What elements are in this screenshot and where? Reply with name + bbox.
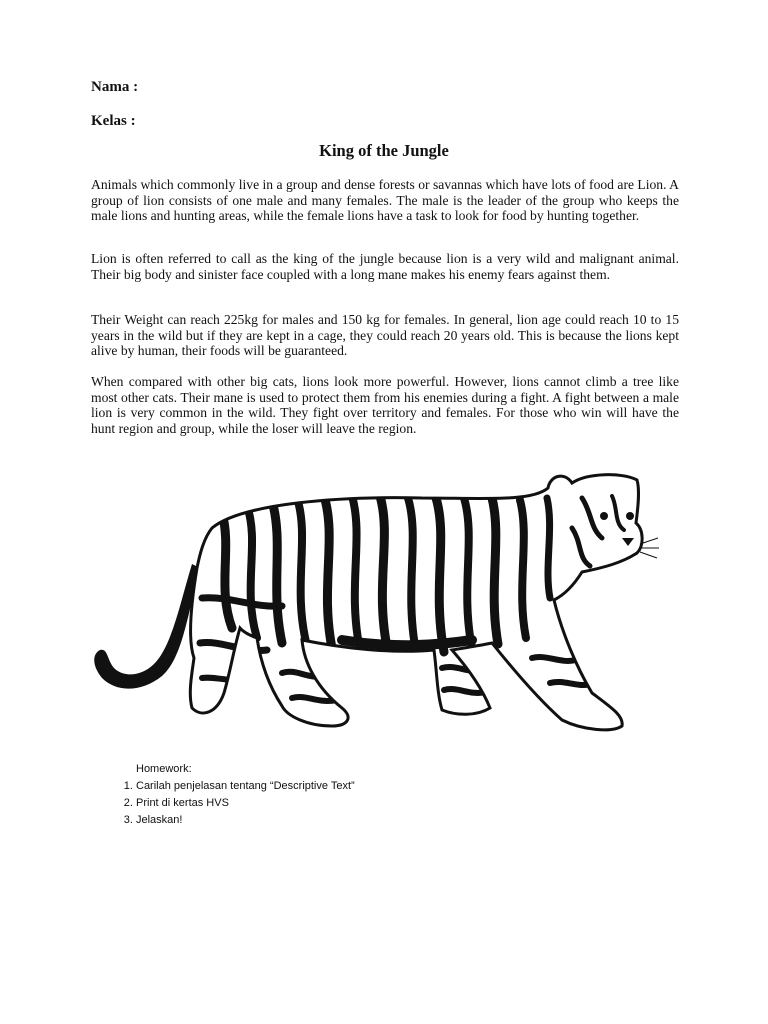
class-field-label: Kelas : xyxy=(91,113,136,129)
homework-section xyxy=(112,761,355,829)
paragraph-1: Animals which commonly live in a group and dense forests or savannas which have lots of food are Lion. A group of lion consists of one male and many females. The male is the leader of the group who keeps the male lions and hunting areas, while the female lions have a task to look for food by hunting together. xyxy=(91,177,679,223)
name-field-label: Nama : xyxy=(91,79,139,95)
paragraph-4: When compared with other big cats, lions look more powerful. However, lions cannot climb a tree like most other cats. Their mane is used to protect them from his enemies during a fight. A fight between a male lion is very common in the wild. They fight over territory and females. For those who win will have the hunt region and group, while the loser will leave the region. xyxy=(91,374,679,436)
homework-item: 3. Jelaskan! xyxy=(136,812,355,829)
paragraph-3: Their Weight can reach 225kg for males and 150 kg for females. In general, lion age could reach 10 to 15 years in the wild but if they are kept in a cage, they could reach 20 years old. This is because the lions kept alive by human, their foods will be guaranteed. xyxy=(91,312,679,358)
homework-list xyxy=(112,778,355,829)
homework-title: Homework: xyxy=(136,763,192,775)
tiger-illustration xyxy=(92,468,660,733)
paragraph-2: Lion is often referred to call as the king of the jungle because lion is a very wild and malignant animal. Their big body and sinister face coupled with a long mane makes his enemy fears against them. xyxy=(91,251,679,282)
homework-item: 1. Carilah penjelasan tentang “Descriptive Text” xyxy=(136,778,355,795)
homework-item: 2. Print di kertas HVS xyxy=(136,795,355,812)
page-title: King of the Jungle xyxy=(319,141,449,160)
